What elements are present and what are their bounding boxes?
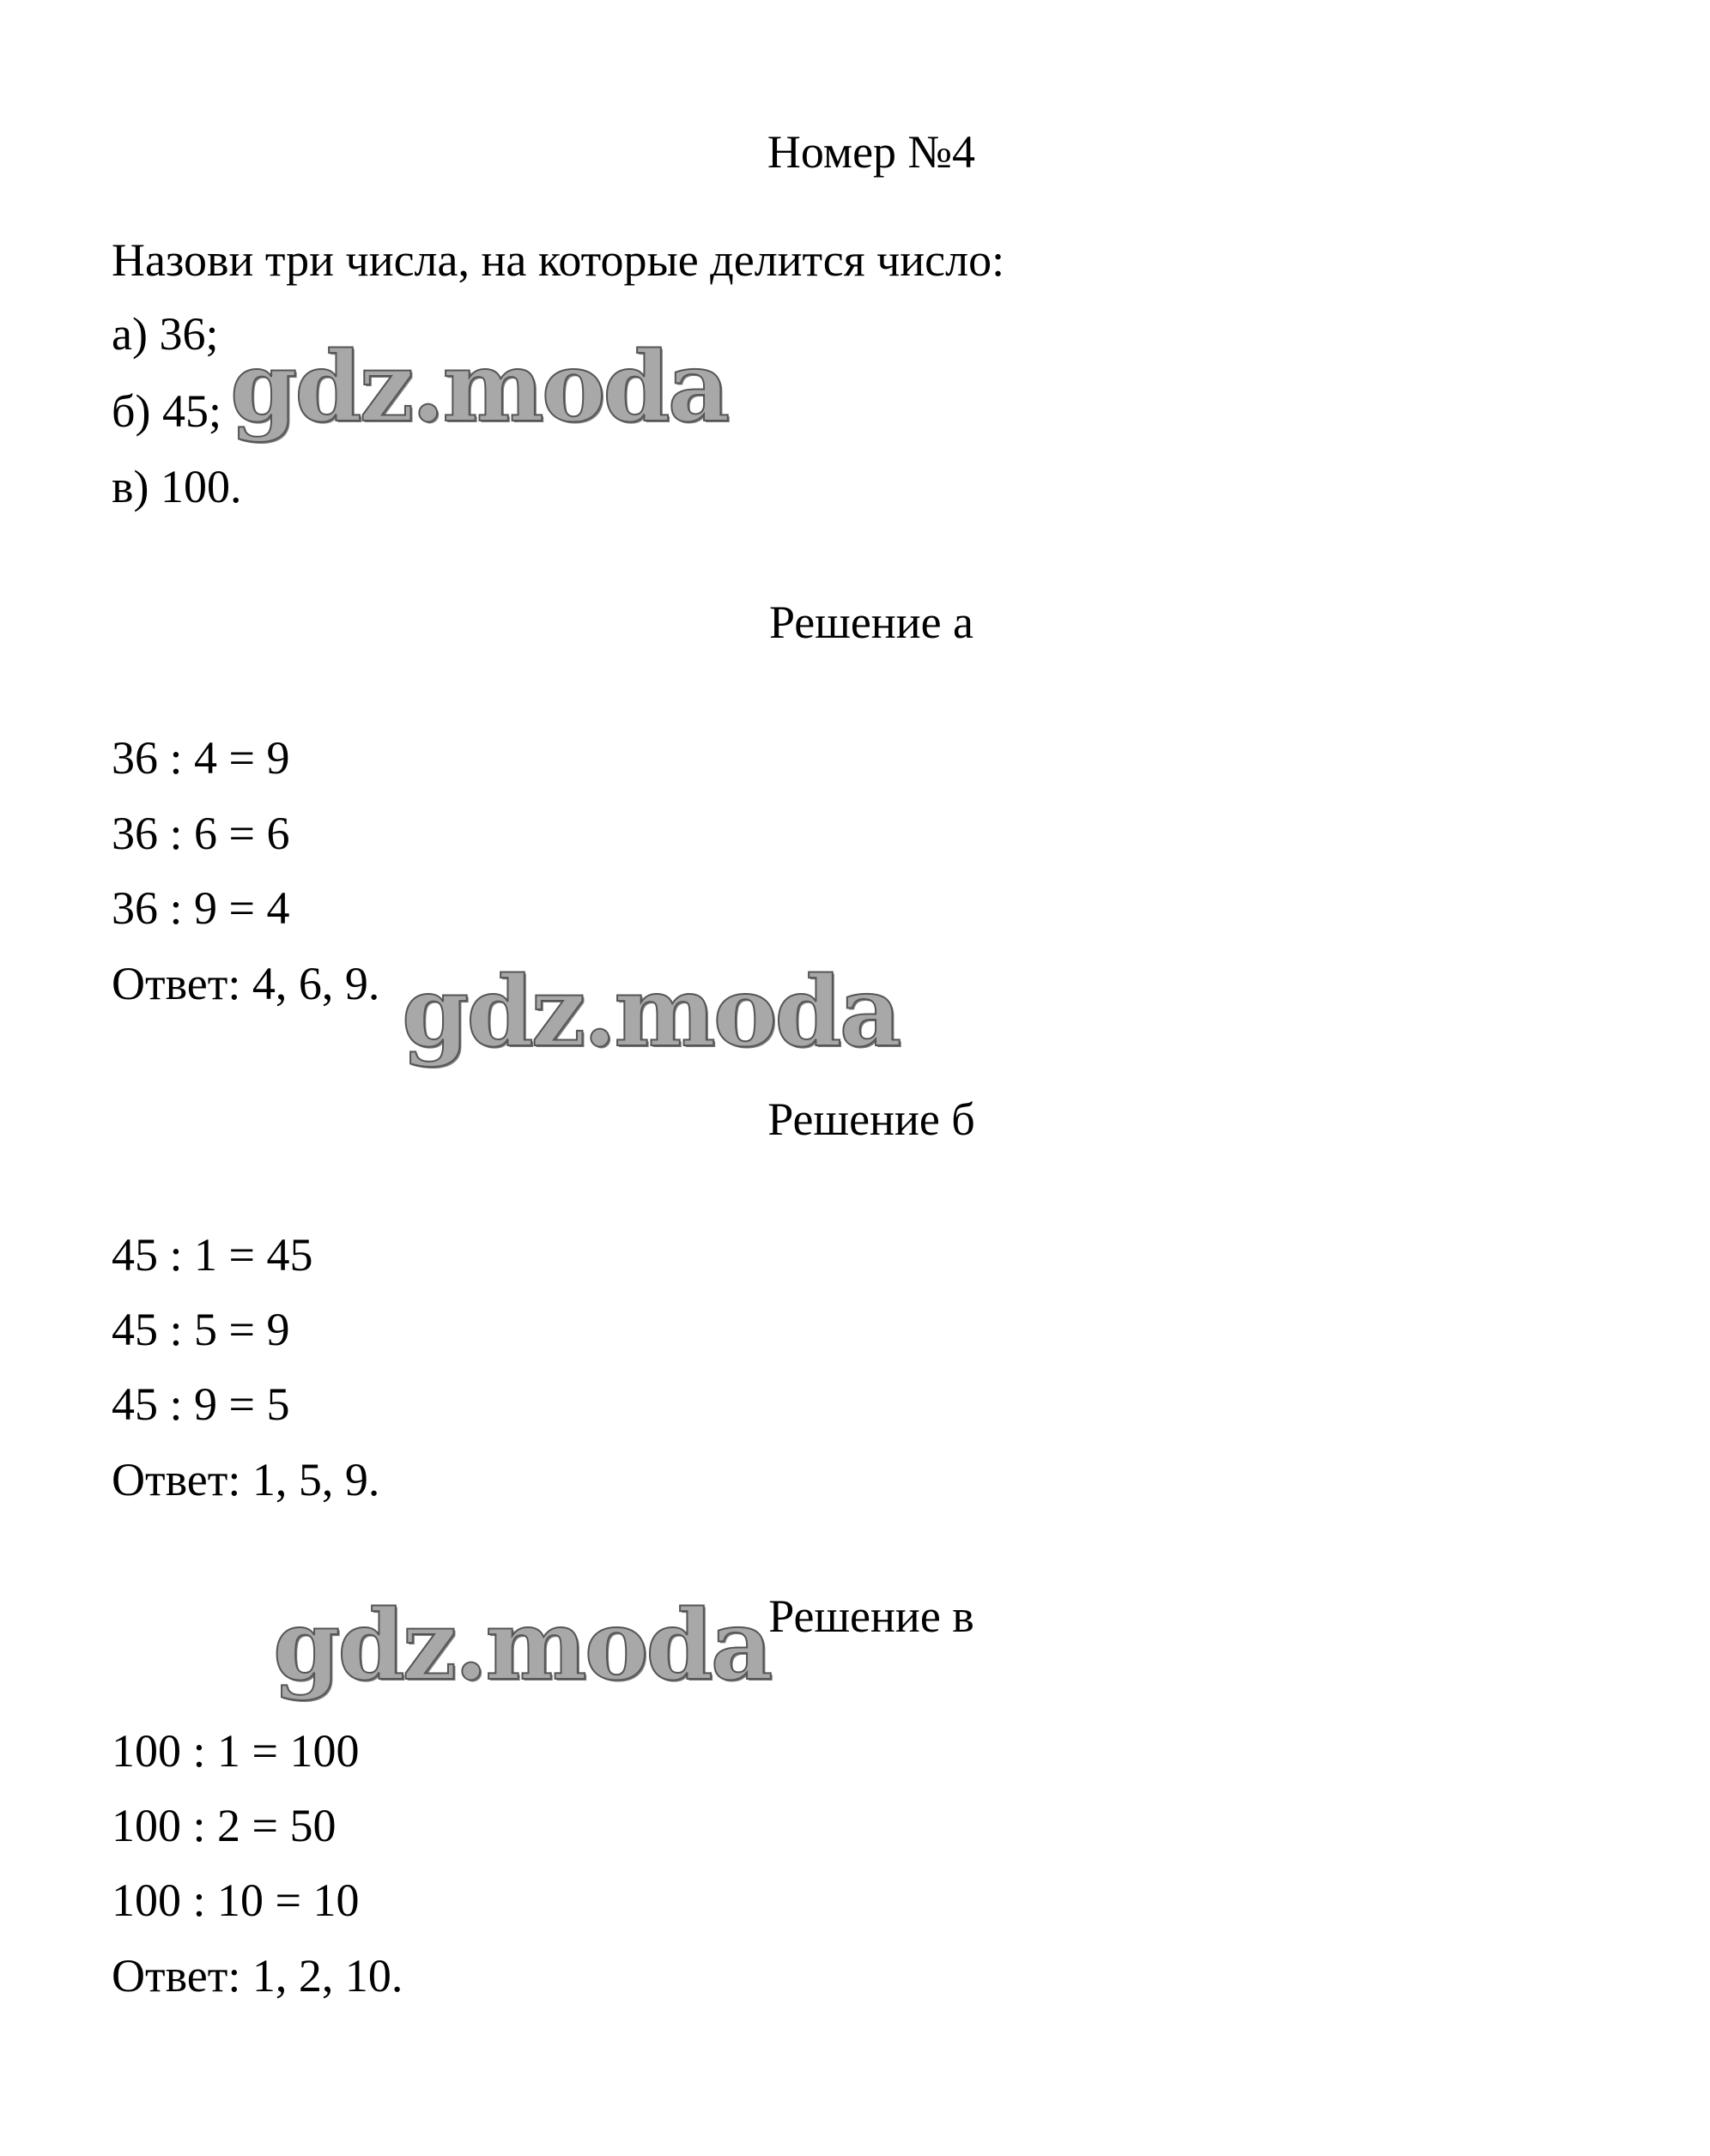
solution-a-line-3: 36 : 9 = 4 [112,882,290,934]
solution-c-answer: Ответ: 1, 2, 10. [112,1950,403,2002]
solution-c-line-1: 100 : 1 = 100 [112,1725,360,1777]
solution-a-heading: Решение а [768,597,974,648]
solution-c-line-2: 100 : 2 = 50 [112,1800,337,1851]
task-item-b: б) 45; [112,385,221,437]
watermark-logo: gdz.moda [230,331,728,444]
task-item-c: в) 100. [112,461,242,512]
solution-a-line-1: 36 : 4 = 9 [112,732,290,784]
solution-b-line-3: 45 : 9 = 5 [112,1378,290,1430]
solution-b-answer: Ответ: 1, 5, 9. [112,1454,380,1505]
solution-a-line-2: 36 : 6 = 6 [112,808,290,859]
task-prompt: Назови три числа, на которые делится число: [112,234,1005,286]
solution-b-line-1: 45 : 1 = 45 [112,1229,313,1281]
solution-a-answer: Ответ: 4, 6, 9. [112,958,380,1009]
page-title: Номер №4 [767,126,976,178]
watermark-logo: gdz.moda [273,1590,771,1702]
solution-c-heading: Решение в [768,1590,974,1642]
watermark-logo: gdz.moda [402,956,900,1069]
solution-b-heading: Решение б [767,1093,975,1145]
task-item-a: а) 36; [112,308,219,360]
solution-b-line-2: 45 : 5 = 9 [112,1304,290,1355]
solution-c-line-3: 100 : 10 = 10 [112,1874,360,1926]
